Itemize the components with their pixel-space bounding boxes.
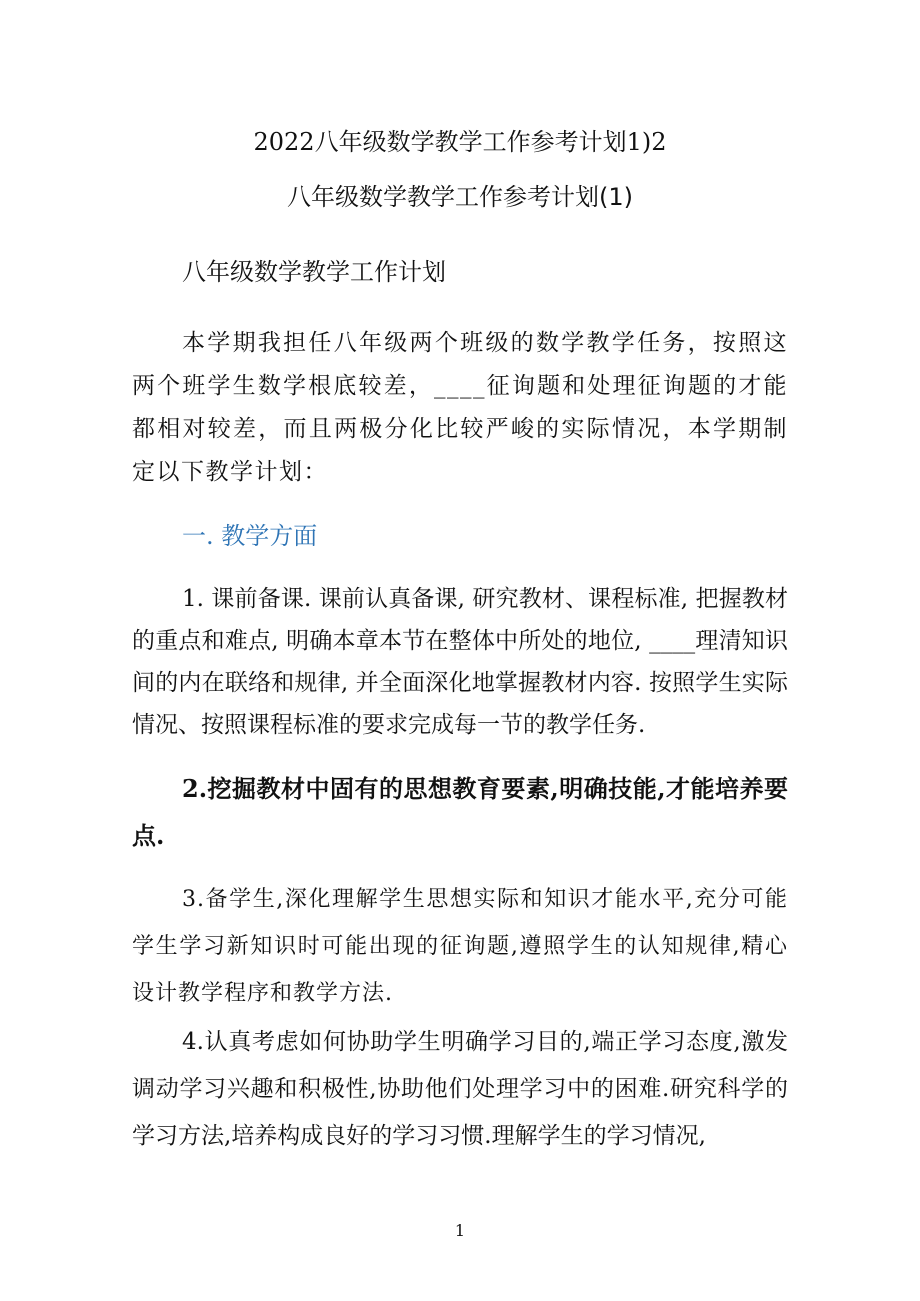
intro-paragraph: 本学期我担任八年级两个班级的数学教学任务，按照这两个班学生数学根底较差，____征询题和处理征询题的才能都相对较差，而且两极分化比较严峻的实际情况，本学期制定以下教学计划：: [132, 330, 788, 485]
item-paragraph-1: 1. 课前备课. 课前认真备课, 研究教材、课程标准, 把握教材的重点和难点, 明确本章本节在整体中所处的地位, ____理清知识间的内在联络和规律, 并全面深化地掌握教材内容. 按照学生实际情况、按照课程标准的要求完成每一节的教学任务.: [132, 586, 788, 738]
plan-heading: 八年级数学教学工作计划: [182, 258, 446, 286]
document-subtitle: 八年级数学教学工作参考计划(1): [287, 183, 633, 211]
item-paragraph-3: 3.备学生,深化理解学生思想实际和知识才能水平,充分可能学生学习新知识时可能出现的征询题,遵照学生的认知规律,精心设计教学程序和教学方法.: [132, 887, 788, 1006]
item-paragraph-4: 4.认真考虑如何协助学生明确学习目的,端正学习态度,激发调动学习兴趣和积极性,协助他们处理学习中的困难.研究科学的学习方法,培养构成良好的学习习惯.理解学生的学习情况,: [132, 1029, 788, 1149]
section-heading-teaching: 一. 教学方面: [182, 522, 318, 550]
item-paragraph-2: 2.挖掘教材中固有的思想教育要素,明确技能,才能培养要点.: [132, 774, 788, 850]
document-title: 2022八年级数学教学工作参考计划1)2: [253, 128, 667, 156]
page-number: 1: [454, 1221, 466, 1240]
